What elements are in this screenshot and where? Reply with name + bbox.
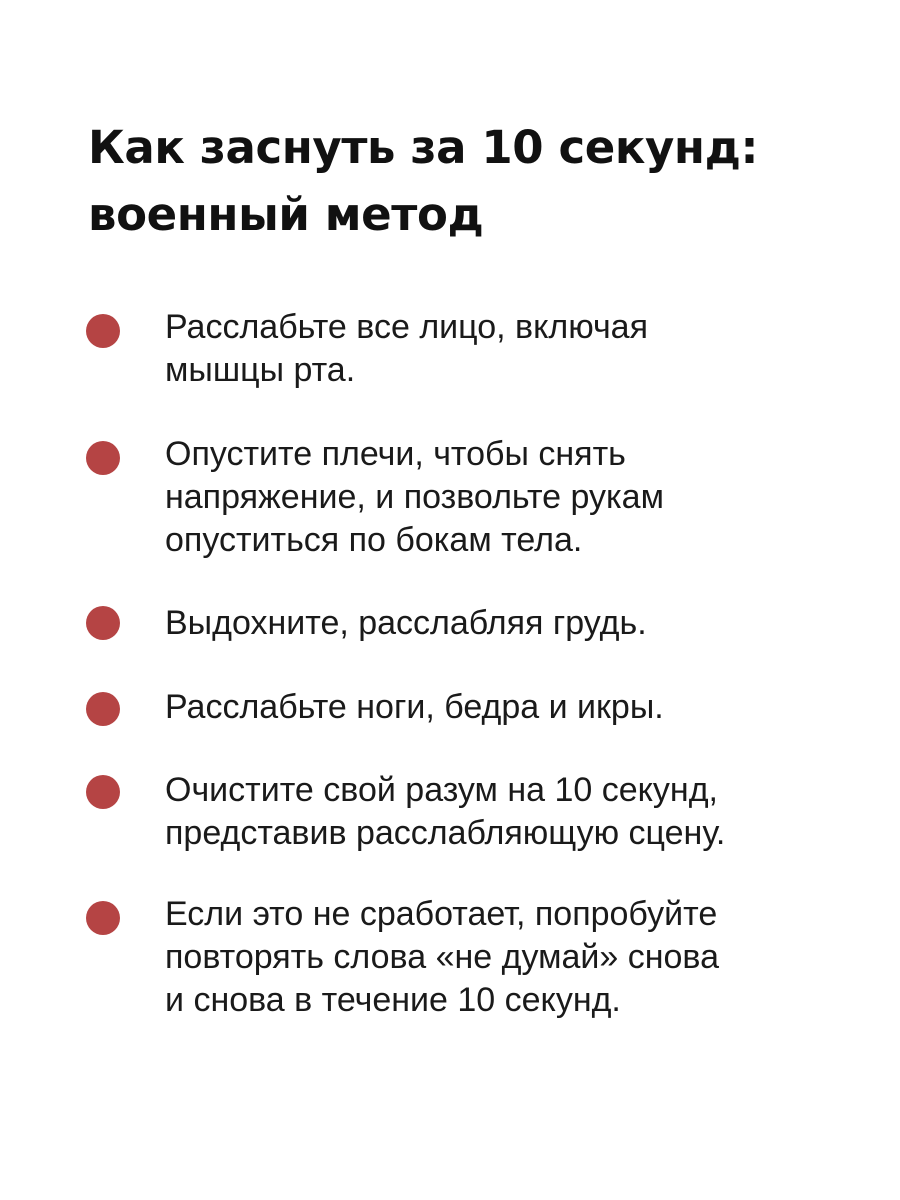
list-item-line: и снова в течение 10 секунд. <box>165 981 621 1019</box>
bullet-icon <box>86 901 120 935</box>
page-title <box>88 114 758 248</box>
bullet-icon <box>86 692 120 726</box>
list-item-line: повторять слова «не думай» снова <box>165 938 719 976</box>
list-item-text <box>165 769 725 855</box>
bullet-icon <box>86 775 120 809</box>
list-item-text <box>165 433 664 562</box>
list-item-line: Расслабьте ноги, бедра и икры. <box>165 688 664 726</box>
list-item-line: напряжение, и позвольте рукам <box>165 478 664 516</box>
title-line-2: военный метод <box>88 188 484 241</box>
list-item-text <box>165 602 647 645</box>
list-item-text <box>165 686 664 729</box>
list-item-text <box>165 893 719 1022</box>
list-item-line: Опустите плечи, чтобы снять <box>165 435 626 473</box>
list-item-line: Расслабьте все лицо, включая <box>165 308 648 346</box>
bullet-icon <box>86 606 120 640</box>
bullet-icon <box>86 441 120 475</box>
list-item-line: Выдохните, расслабляя грудь. <box>165 604 647 642</box>
list-item-line: опуститься по бокам тела. <box>165 521 583 559</box>
bullet-icon <box>86 314 120 348</box>
list-item-text <box>165 306 648 392</box>
list-item-line: мышцы рта. <box>165 351 356 389</box>
title-line-1: Как заснуть за 10 секунд: <box>88 121 759 174</box>
list-item-line: Если это не сработает, попробуйте <box>165 895 718 933</box>
list-item-line: Очистите свой разум на 10 секунд, <box>165 771 718 809</box>
list-item-line: представив расслабляющую сцену. <box>165 814 726 852</box>
